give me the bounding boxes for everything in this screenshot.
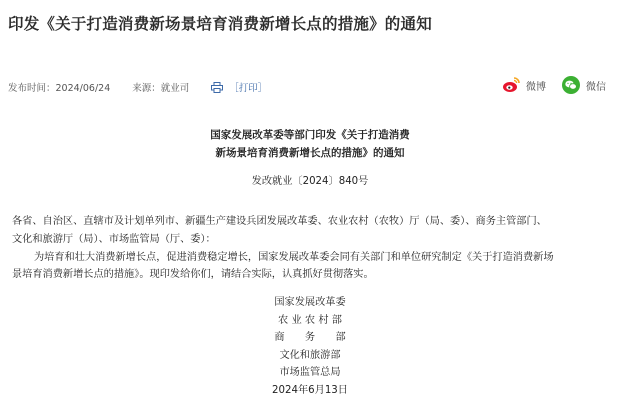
print-button[interactable] — [211, 80, 267, 94]
document-number: 发改就业〔2024〕840号 — [251, 176, 369, 187]
signer: 国家发展改革委 — [274, 297, 346, 308]
signer: 商 务 部 — [274, 332, 346, 343]
body-line1: 为培育和壮大消费新增长点，促进消费稳定增长，国家发展改革委会同有关部门和单位研究制定《关于打造消费新场 — [34, 252, 554, 263]
addressee-line1: 各省、自治区、直辖市及计划单列市、新疆生产建设兵团发展改革委、农业农村（农牧）厅（局、委）、商务主管部门、 — [12, 216, 547, 227]
document-body — [0, 126, 620, 396]
share-weibo[interactable] — [502, 76, 546, 94]
wechat-label: 微信 — [586, 81, 606, 93]
print-label: ［打印］ — [229, 83, 268, 94]
document-heading-line1: 国家发展改革委等部门印发《关于打造消费 — [210, 129, 410, 141]
share-wechat[interactable] — [562, 76, 606, 94]
document-heading-line2: 新场景培育消费新增长点的措施》的通知 — [215, 147, 405, 159]
share-bar — [486, 76, 606, 94]
article-meta — [8, 80, 267, 94]
weibo-icon — [502, 76, 520, 94]
printer-icon — [211, 82, 223, 93]
signer: 农 业 农 村 部 — [278, 314, 342, 326]
wechat-icon — [562, 76, 580, 94]
signer: 文化和旅游部 — [279, 349, 341, 361]
addressee — [12, 213, 612, 249]
weibo-label: 微博 — [526, 81, 546, 93]
signers — [0, 294, 620, 399]
document-date: 2024年6月13日 — [272, 384, 348, 396]
body-line2: 景培育消费新增长点的措施》。现印发给你们，请结合实际，认真抓好贯彻落实。 — [12, 269, 374, 280]
document-heading — [0, 126, 620, 162]
addressee-line2: 文化和旅游厅（局）、市场监管局（厅、委）： — [12, 234, 216, 245]
signer: 市场监管总局 — [279, 367, 341, 378]
body-paragraph — [12, 249, 612, 283]
page-title: 印发《关于打造消费新场景培育消费新增长点的措施》的通知 — [8, 15, 432, 33]
source: 来源：就业司 — [132, 83, 190, 94]
publish-time: 发布时间：2024/06/24 — [8, 83, 111, 94]
